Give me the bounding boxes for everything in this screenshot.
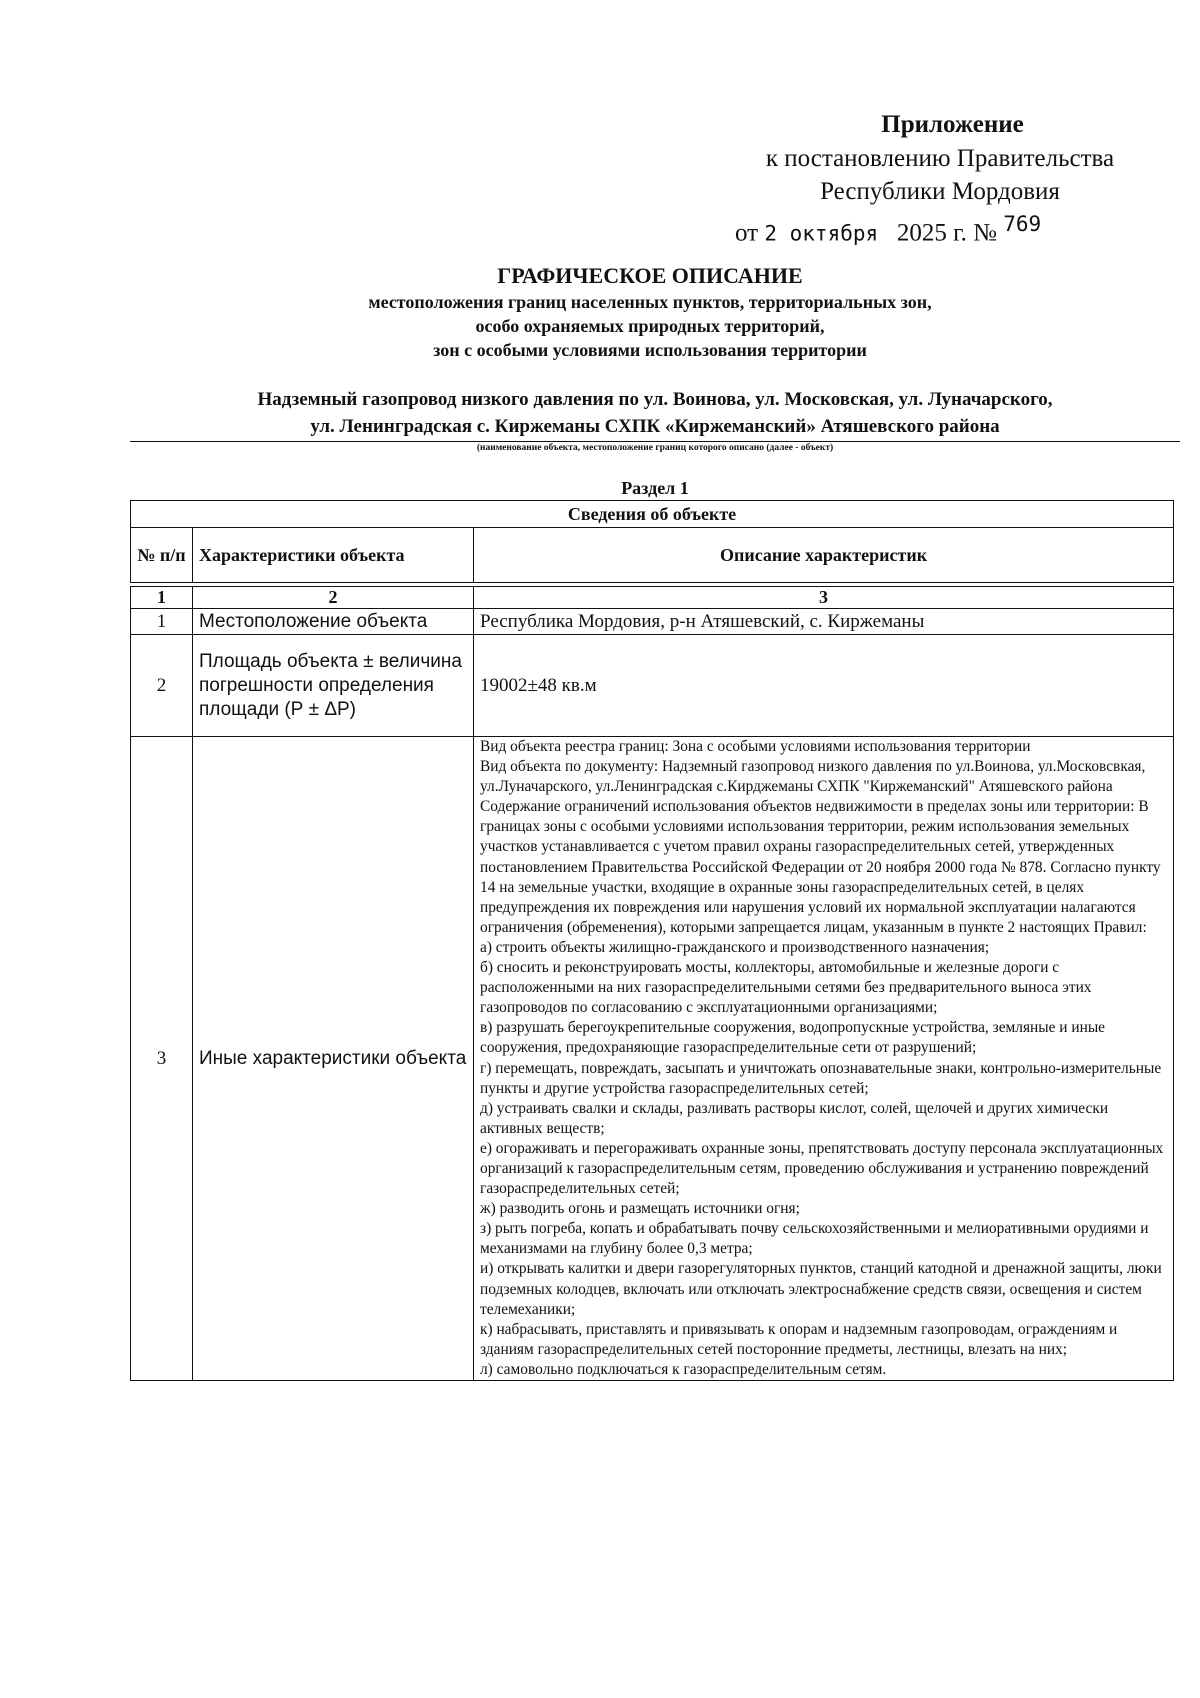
col-header-description: Описание характеристик [474, 528, 1174, 583]
restriction-paragraph: и) открывать калитки и двери газорегуляторных пунктов, станций катодной и дренажной защиты, люки подземных колодцев, включать или отключать электроснабжение средств связи, освещения и систем телемеханики; [480, 1260, 1162, 1318]
table-row [131, 609, 1174, 635]
restriction-paragraph: в) разрушать берегоукрепительные сооружения, водопропускные устройства, земляные и иные сооружения, предохраняющие газораспределительные сети от разрушений; [480, 1019, 1106, 1057]
restriction-paragraph: е) огораживать и перегораживать охранные зоны, препятствовать доступу персонала эксплуатационных организаций к газораспределительным сетям, проведению обслуживания и устранению повреждений газораспределительных сетей; [480, 1139, 1164, 1198]
restriction-paragraph: Вид объекта реестра границ: Зона с особыми условиями использования территории [480, 738, 1031, 755]
row-number: 3 [131, 737, 193, 1381]
table-row [131, 635, 1174, 737]
document-subtitle-3: зон с особыми условиями использования территории [433, 340, 867, 360]
table-header-row [131, 528, 1174, 583]
object-name-note: (наименование объекта, местоположение границ которого описано (далее - объект) [476, 443, 834, 453]
date-year: 2025 г. № [896, 219, 997, 247]
appendix-line-2: Республики Мордовия [820, 178, 1060, 205]
col-header-characteristic: Характеристики объекта [193, 528, 474, 583]
table-caption: Сведения об объекте [131, 501, 1174, 528]
row-number: 2 [131, 635, 193, 737]
restriction-paragraph: б) сносить и реконструировать мосты, коллекторы, автомобильные и железные дороги с расположенными на них газораспределительными сетями без предварительного выноса этих газопроводов по согласованию с эксплуатационными организациями; [480, 959, 1092, 1017]
date-prefix: от [735, 219, 759, 247]
restriction-paragraph: ж) разводить огонь и размещать источники огня; [480, 1200, 800, 1218]
document-title-block [130, 262, 1170, 362]
table-caption-row [131, 501, 1174, 528]
restriction-paragraph: д) устраивать свалки и склады, разливать растворы кислот, солей, щелочей и других химически активных веществ; [480, 1099, 1109, 1137]
restriction-paragraph: г) перемещать, повреждать, засыпать и уничтожать опознавательные знаки, контрольно-измерительные пункты и другие устройства газораспределительных сетей; [480, 1059, 1162, 1097]
column-number-row [131, 587, 1174, 609]
row-description: 19002±48 кв.м [474, 635, 1174, 737]
restriction-paragraph: а) строить объекты жилищно-гражданского и производственного назначения; [480, 938, 990, 956]
object-name-line-2: ул. Ленинградская с. Киржеманы СХПК «Киржеманский» Атяшевского района [310, 416, 1000, 437]
row-description [474, 737, 1174, 1381]
table-row [131, 737, 1174, 1381]
document-number: 769 [1003, 212, 1042, 236]
row-description: Республика Мордовия, р-н Атяшевский, с. Киржеманы [474, 609, 1174, 635]
appendix-date-line [730, 208, 1150, 250]
appendix-title: Приложение [881, 111, 1024, 138]
col-header-num: № п/п [131, 528, 193, 583]
restriction-paragraph: з) рыть погреба, копать и обрабатывать почву сельскохозяйственными и мелиоративными орудиями и механизмами на глубину более 0,3 метра; [480, 1220, 1149, 1258]
section-label: Раздел 1 [621, 478, 689, 498]
object-name-line-1: Надземный газопровод низкого давления по ул. Воинова, ул. Московская, ул. Луначарского, [257, 389, 1053, 410]
document-title: ГРАФИЧЕСКОЕ ОПИСАНИЕ [497, 263, 803, 288]
date-written: 2 октября [764, 221, 879, 246]
row-characteristic: Иные характеристики объекта [193, 737, 474, 1381]
restriction-paragraph: Вид объекта по документу: Надземный газопровод низкого давления по ул.Воинова, ул.Московсвкая, ул.Луначарского, ул.Ленинградская с.Кирджеманы СХПК "Киржеманский" Атяшевского района [480, 758, 1146, 796]
row-characteristic: Площадь объекта ± величина погрешности определения площади (Р ± ΔР) [193, 635, 474, 737]
col-number-2: 2 [193, 587, 474, 609]
row-number: 1 [131, 609, 193, 635]
restriction-paragraph: Содержание ограничений использования объектов недвижимости в пределах зоны или территории: В границах зоны с особыми условиями использования территории, режим использования земельных участков устанавливается с учетом правил охраны газораспределительных сетей, утвержденных постановлением Правительства Российской Федерации от 20 ноября 2000 года № 878. Согласно пункту 14 на земельные участки, входящие в охранные зоны газораспределительных сетей, в целях предупреждения их повреждения или нарушения условий их нормальной эксплуатации налагаются ограничения (обременения), которыми запрещается лицам, указанным в пункте 2 настоящих Правил: [480, 798, 1161, 936]
row-characteristic: Местоположение объекта [193, 609, 474, 635]
object-info-table [130, 500, 1174, 1381]
col-number-3: 3 [474, 587, 1174, 609]
object-name-block [130, 386, 1180, 455]
document-subtitle-2: особо охраняемых природных территорий, [475, 316, 825, 336]
col-number-1: 1 [131, 587, 193, 609]
restriction-paragraph: к) набрасывать, приставлять и привязывать к опорам и надземным газопроводам, ограждениям и зданиям газораспределительных сетей посторонние предметы, лестницы, влезать на них; [480, 1320, 1118, 1358]
appendix-line-1: к постановлению Правительства [765, 145, 1115, 172]
appendix-header [730, 108, 1150, 250]
document-subtitle-1: местоположения границ населенных пунктов, территориальных зон, [368, 292, 932, 312]
restriction-paragraph: л) самовольно подключаться к газораспределительным сетям. [480, 1360, 887, 1378]
